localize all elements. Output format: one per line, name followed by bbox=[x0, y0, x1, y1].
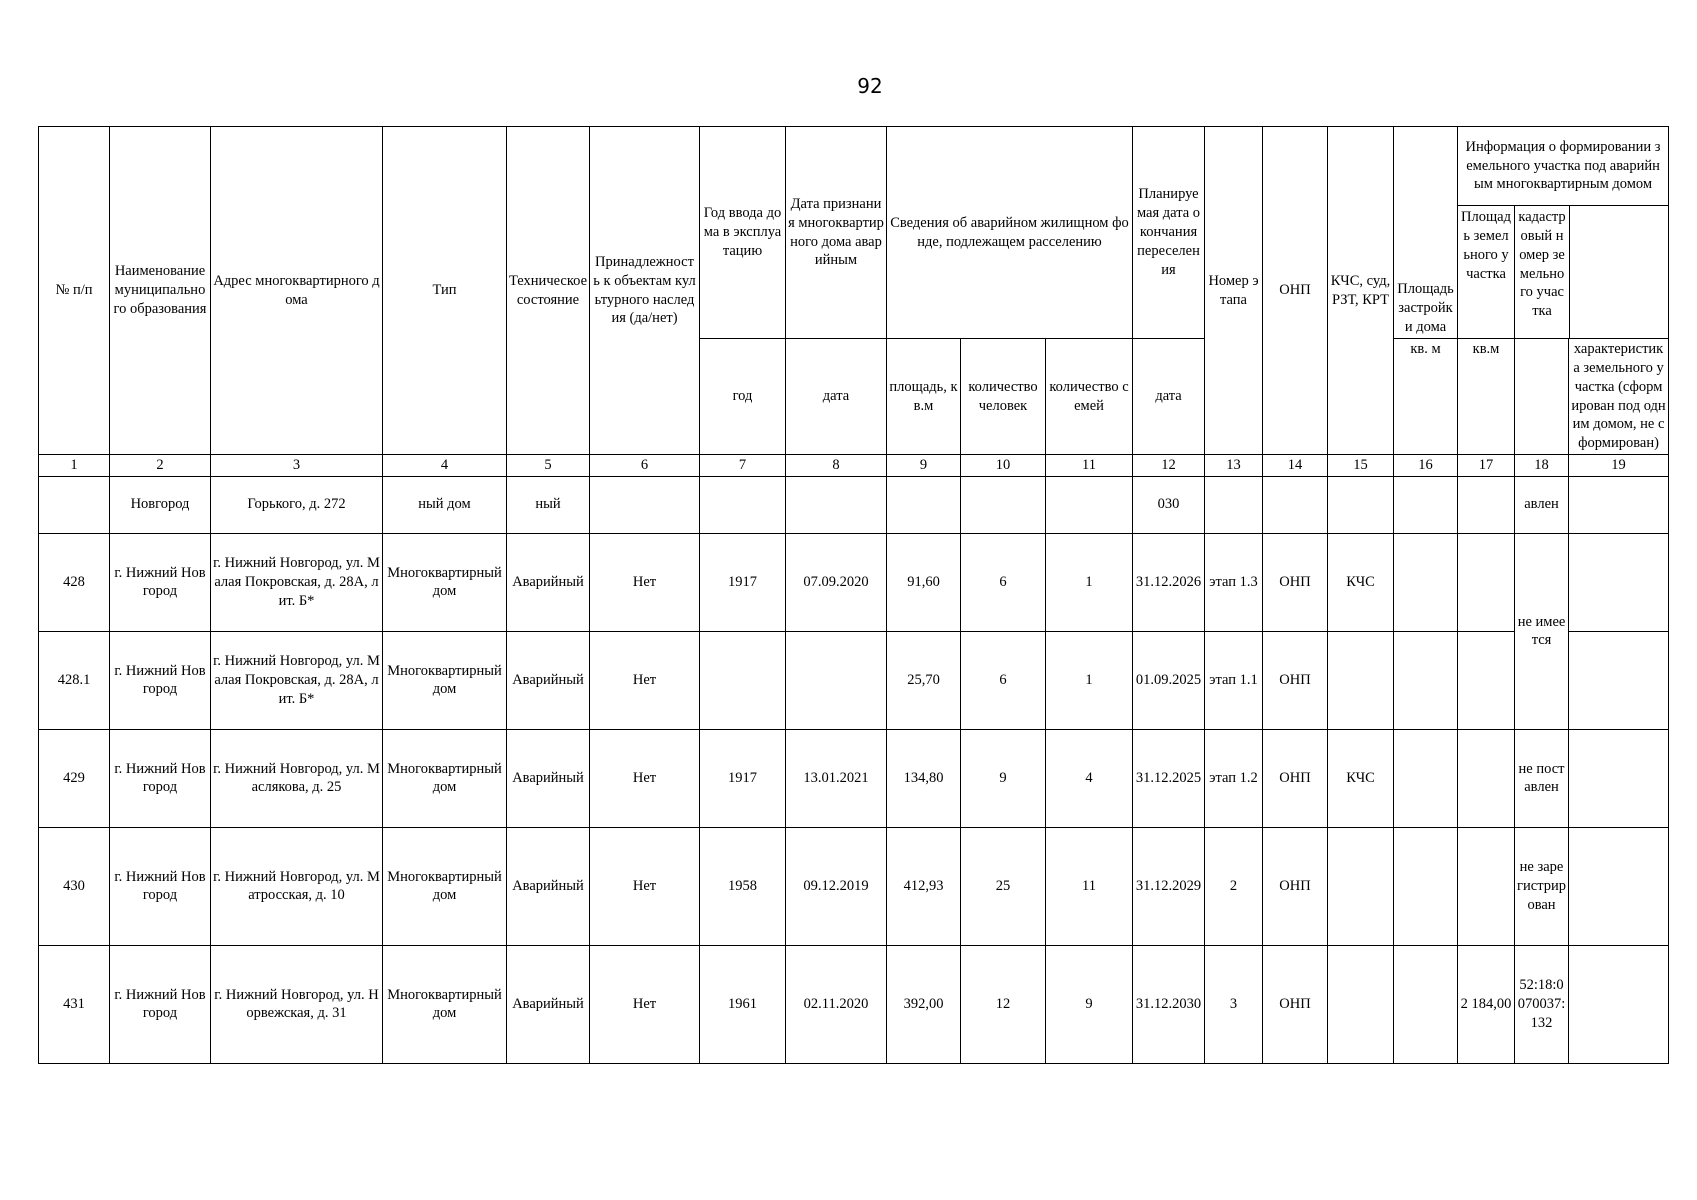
stage: этап 1.2 bbox=[1205, 729, 1263, 827]
row-number: 430 bbox=[39, 827, 110, 945]
address: г. Нижний Новгород, ул. Малая Покровская, д. 28А, лит. Б* bbox=[211, 533, 383, 631]
row-number: 428 bbox=[39, 533, 110, 631]
header-municipality: Наименование муниципального образования bbox=[110, 127, 211, 455]
header-heritage: Принадлежность к объектам культурного наследия (да/нет) bbox=[590, 127, 700, 455]
cell bbox=[961, 476, 1046, 533]
column-number: 19 bbox=[1569, 455, 1669, 477]
header-sub-date: дата bbox=[786, 339, 887, 455]
tech-state: Аварийный bbox=[507, 945, 590, 1063]
header-land-subcols bbox=[1458, 206, 1668, 338]
header-sub-land-area: кв.м bbox=[1458, 339, 1515, 455]
row-number: 428.1 bbox=[39, 631, 110, 729]
header-sub-building-area: кв. м bbox=[1394, 339, 1458, 455]
header-recognition-date: Дата признания многоквартирного дома аварийным bbox=[786, 127, 887, 339]
municipality: г. Нижний Новгород bbox=[110, 533, 211, 631]
area: 25,70 bbox=[887, 631, 961, 729]
header-state: Техническое состояние bbox=[507, 127, 590, 455]
building-area bbox=[1394, 533, 1458, 631]
heritage: Нет bbox=[590, 533, 700, 631]
column-number-row bbox=[39, 455, 1669, 477]
house-type: Многоквартирный дом bbox=[383, 631, 507, 729]
cadastral-number: не имеется bbox=[1515, 533, 1569, 729]
header-sub-plan-date: дата bbox=[1133, 339, 1205, 455]
header-kchs: КЧС, суд, РЗТ, КРТ bbox=[1328, 127, 1394, 455]
cell: ный bbox=[507, 476, 590, 533]
column-number: 4 bbox=[383, 455, 507, 477]
table-row bbox=[39, 827, 1669, 945]
cell bbox=[1458, 476, 1515, 533]
land-characteristic bbox=[1569, 729, 1669, 827]
column-number: 9 bbox=[887, 455, 961, 477]
column-number: 1 bbox=[39, 455, 110, 477]
heritage: Нет bbox=[590, 729, 700, 827]
area: 91,60 bbox=[887, 533, 961, 631]
stage: этап 1.3 bbox=[1205, 533, 1263, 631]
families: 1 bbox=[1046, 533, 1133, 631]
header-sub-cadastral bbox=[1515, 339, 1569, 455]
header-sub-families: количество семей bbox=[1046, 339, 1133, 455]
planned-date: 31.12.2029 bbox=[1133, 827, 1205, 945]
commission-year: 1961 bbox=[700, 945, 786, 1063]
row-number: 429 bbox=[39, 729, 110, 827]
cell bbox=[1569, 476, 1669, 533]
header-stage: Номер этапа bbox=[1205, 127, 1263, 455]
column-number: 13 bbox=[1205, 455, 1263, 477]
header-characteristic: характеристика земельного участка (сформирован под одним домом, не сформирован) bbox=[1569, 339, 1669, 455]
header-onp: ОНП bbox=[1263, 127, 1328, 455]
row-number: 431 bbox=[39, 945, 110, 1063]
land-area: 2 184,00 bbox=[1458, 945, 1515, 1063]
cell bbox=[786, 476, 887, 533]
commission-year bbox=[700, 631, 786, 729]
onp: ОНП bbox=[1263, 827, 1328, 945]
header-char-top bbox=[1569, 206, 1668, 338]
planned-date: 01.09.2025 bbox=[1133, 631, 1205, 729]
header-sub-people: количество человек bbox=[961, 339, 1046, 455]
table-row bbox=[39, 533, 1669, 631]
kchs bbox=[1328, 945, 1394, 1063]
families: 1 bbox=[1046, 631, 1133, 729]
heritage: Нет bbox=[590, 945, 700, 1063]
heritage: Нет bbox=[590, 827, 700, 945]
cell bbox=[1263, 476, 1328, 533]
kchs bbox=[1328, 631, 1394, 729]
header-land-info: Информация о формировании земельного участка под аварийным многоквартирным домом bbox=[1458, 127, 1668, 206]
emergency-housing-table bbox=[38, 126, 1669, 1064]
header-cadastral: кадастровый номер земельного участка bbox=[1518, 209, 1566, 320]
people: 12 bbox=[961, 945, 1046, 1063]
planned-date: 31.12.2030 bbox=[1133, 945, 1205, 1063]
table-row bbox=[39, 631, 1669, 729]
recognition-date: 13.01.2021 bbox=[786, 729, 887, 827]
recognition-date: 07.09.2020 bbox=[786, 533, 887, 631]
column-number: 15 bbox=[1328, 455, 1394, 477]
stage: 2 bbox=[1205, 827, 1263, 945]
cell bbox=[1394, 476, 1458, 533]
column-number: 17 bbox=[1458, 455, 1515, 477]
cell bbox=[887, 476, 961, 533]
building-area bbox=[1394, 729, 1458, 827]
header-year: Год ввода дома в эксплуатацию bbox=[700, 127, 786, 339]
land-characteristic bbox=[1569, 533, 1669, 631]
cadastral-number: не зарегистрирован bbox=[1515, 827, 1569, 945]
column-number: 6 bbox=[590, 455, 700, 477]
house-type: Многоквартирный дом bbox=[383, 533, 507, 631]
cell: Горького, д. 272 bbox=[211, 476, 383, 533]
land-area bbox=[1458, 729, 1515, 827]
cell bbox=[1205, 476, 1263, 533]
cell: 030 bbox=[1133, 476, 1205, 533]
onp: ОНП bbox=[1263, 533, 1328, 631]
column-number: 3 bbox=[211, 455, 383, 477]
people: 6 bbox=[961, 631, 1046, 729]
header-address: Адрес многоквартирного дома bbox=[211, 127, 383, 455]
table-row-continuation bbox=[39, 476, 1669, 533]
cell: Новгород bbox=[110, 476, 211, 533]
onp: ОНП bbox=[1263, 631, 1328, 729]
commission-year: 1917 bbox=[700, 533, 786, 631]
area: 412,93 bbox=[887, 827, 961, 945]
recognition-date: 09.12.2019 bbox=[786, 827, 887, 945]
address: г. Нижний Новгород, ул. Маслякова, д. 25 bbox=[211, 729, 383, 827]
stage: 3 bbox=[1205, 945, 1263, 1063]
onp: ОНП bbox=[1263, 945, 1328, 1063]
header-sub-year: год bbox=[700, 339, 786, 455]
header-building-area: Площадь застройки дома bbox=[1394, 127, 1458, 339]
address: г. Нижний Новгород, ул. Матросская, д. 10 bbox=[211, 827, 383, 945]
tech-state: Аварийный bbox=[507, 533, 590, 631]
column-number: 7 bbox=[700, 455, 786, 477]
address: г. Нижний Новгород, ул. Малая Покровская, д. 28А, лит. Б* bbox=[211, 631, 383, 729]
people: 25 bbox=[961, 827, 1046, 945]
people: 9 bbox=[961, 729, 1046, 827]
column-number: 2 bbox=[110, 455, 211, 477]
column-number: 11 bbox=[1046, 455, 1133, 477]
kchs: КЧС bbox=[1328, 533, 1394, 631]
area: 134,80 bbox=[887, 729, 961, 827]
municipality: г. Нижний Новгород bbox=[110, 827, 211, 945]
land-characteristic bbox=[1569, 945, 1669, 1063]
commission-year: 1958 bbox=[700, 827, 786, 945]
cell bbox=[1328, 476, 1394, 533]
municipality: г. Нижний Новгород bbox=[110, 729, 211, 827]
kchs bbox=[1328, 827, 1394, 945]
house-type: Многоквартирный дом bbox=[383, 945, 507, 1063]
building-area bbox=[1394, 827, 1458, 945]
commission-year: 1917 bbox=[700, 729, 786, 827]
header-planned-date: Планируемая дата окончания переселения bbox=[1133, 127, 1205, 339]
planned-date: 31.12.2025 bbox=[1133, 729, 1205, 827]
header-num: № п/п bbox=[39, 127, 110, 455]
families: 11 bbox=[1046, 827, 1133, 945]
column-number: 12 bbox=[1133, 455, 1205, 477]
table-row bbox=[39, 945, 1669, 1063]
header-type: Тип bbox=[383, 127, 507, 455]
cadastral-number: 52:18:0070037:132 bbox=[1515, 945, 1569, 1063]
municipality: г. Нижний Новгород bbox=[110, 631, 211, 729]
cell bbox=[700, 476, 786, 533]
table-row bbox=[39, 729, 1669, 827]
land-area bbox=[1458, 631, 1515, 729]
column-number: 18 bbox=[1515, 455, 1569, 477]
page-number: 92 bbox=[857, 74, 883, 98]
cell bbox=[1046, 476, 1133, 533]
people: 6 bbox=[961, 533, 1046, 631]
municipality: г. Нижний Новгород bbox=[110, 945, 211, 1063]
address: г. Нижний Новгород, ул. Норвежская, д. 31 bbox=[211, 945, 383, 1063]
header-land-info-group bbox=[1458, 127, 1669, 339]
heritage: Нет bbox=[590, 631, 700, 729]
column-number: 8 bbox=[786, 455, 887, 477]
house-type: Многоквартирный дом bbox=[383, 729, 507, 827]
cell bbox=[590, 476, 700, 533]
column-number: 14 bbox=[1263, 455, 1328, 477]
stage: этап 1.1 bbox=[1205, 631, 1263, 729]
header-emergency-fund: Сведения об аварийном жилищном фонде, подлежащем расселению bbox=[887, 127, 1133, 339]
cadastral-number: не поставлен bbox=[1515, 729, 1569, 827]
area: 392,00 bbox=[887, 945, 961, 1063]
land-area bbox=[1458, 827, 1515, 945]
house-type: Многоквартирный дом bbox=[383, 827, 507, 945]
recognition-date: 02.11.2020 bbox=[786, 945, 887, 1063]
cell bbox=[39, 476, 110, 533]
building-area bbox=[1394, 631, 1458, 729]
planned-date: 31.12.2026 bbox=[1133, 533, 1205, 631]
column-number: 16 bbox=[1394, 455, 1458, 477]
header-land-area: Площадь земельного участка bbox=[1458, 206, 1515, 338]
cell: авлен bbox=[1515, 476, 1569, 533]
column-number: 10 bbox=[961, 455, 1046, 477]
header-sub-area: площадь, кв.м bbox=[887, 339, 961, 455]
building-area bbox=[1394, 945, 1458, 1063]
onp: ОНП bbox=[1263, 729, 1328, 827]
tech-state: Аварийный bbox=[507, 729, 590, 827]
header-row-top bbox=[39, 127, 1669, 339]
tech-state: Аварийный bbox=[507, 631, 590, 729]
cell: ный дом bbox=[383, 476, 507, 533]
land-characteristic bbox=[1569, 827, 1669, 945]
land-characteristic bbox=[1569, 631, 1669, 729]
column-number: 5 bbox=[507, 455, 590, 477]
land-area bbox=[1458, 533, 1515, 631]
tech-state: Аварийный bbox=[507, 827, 590, 945]
families: 4 bbox=[1046, 729, 1133, 827]
recognition-date bbox=[786, 631, 887, 729]
kchs: КЧС bbox=[1328, 729, 1394, 827]
families: 9 bbox=[1046, 945, 1133, 1063]
